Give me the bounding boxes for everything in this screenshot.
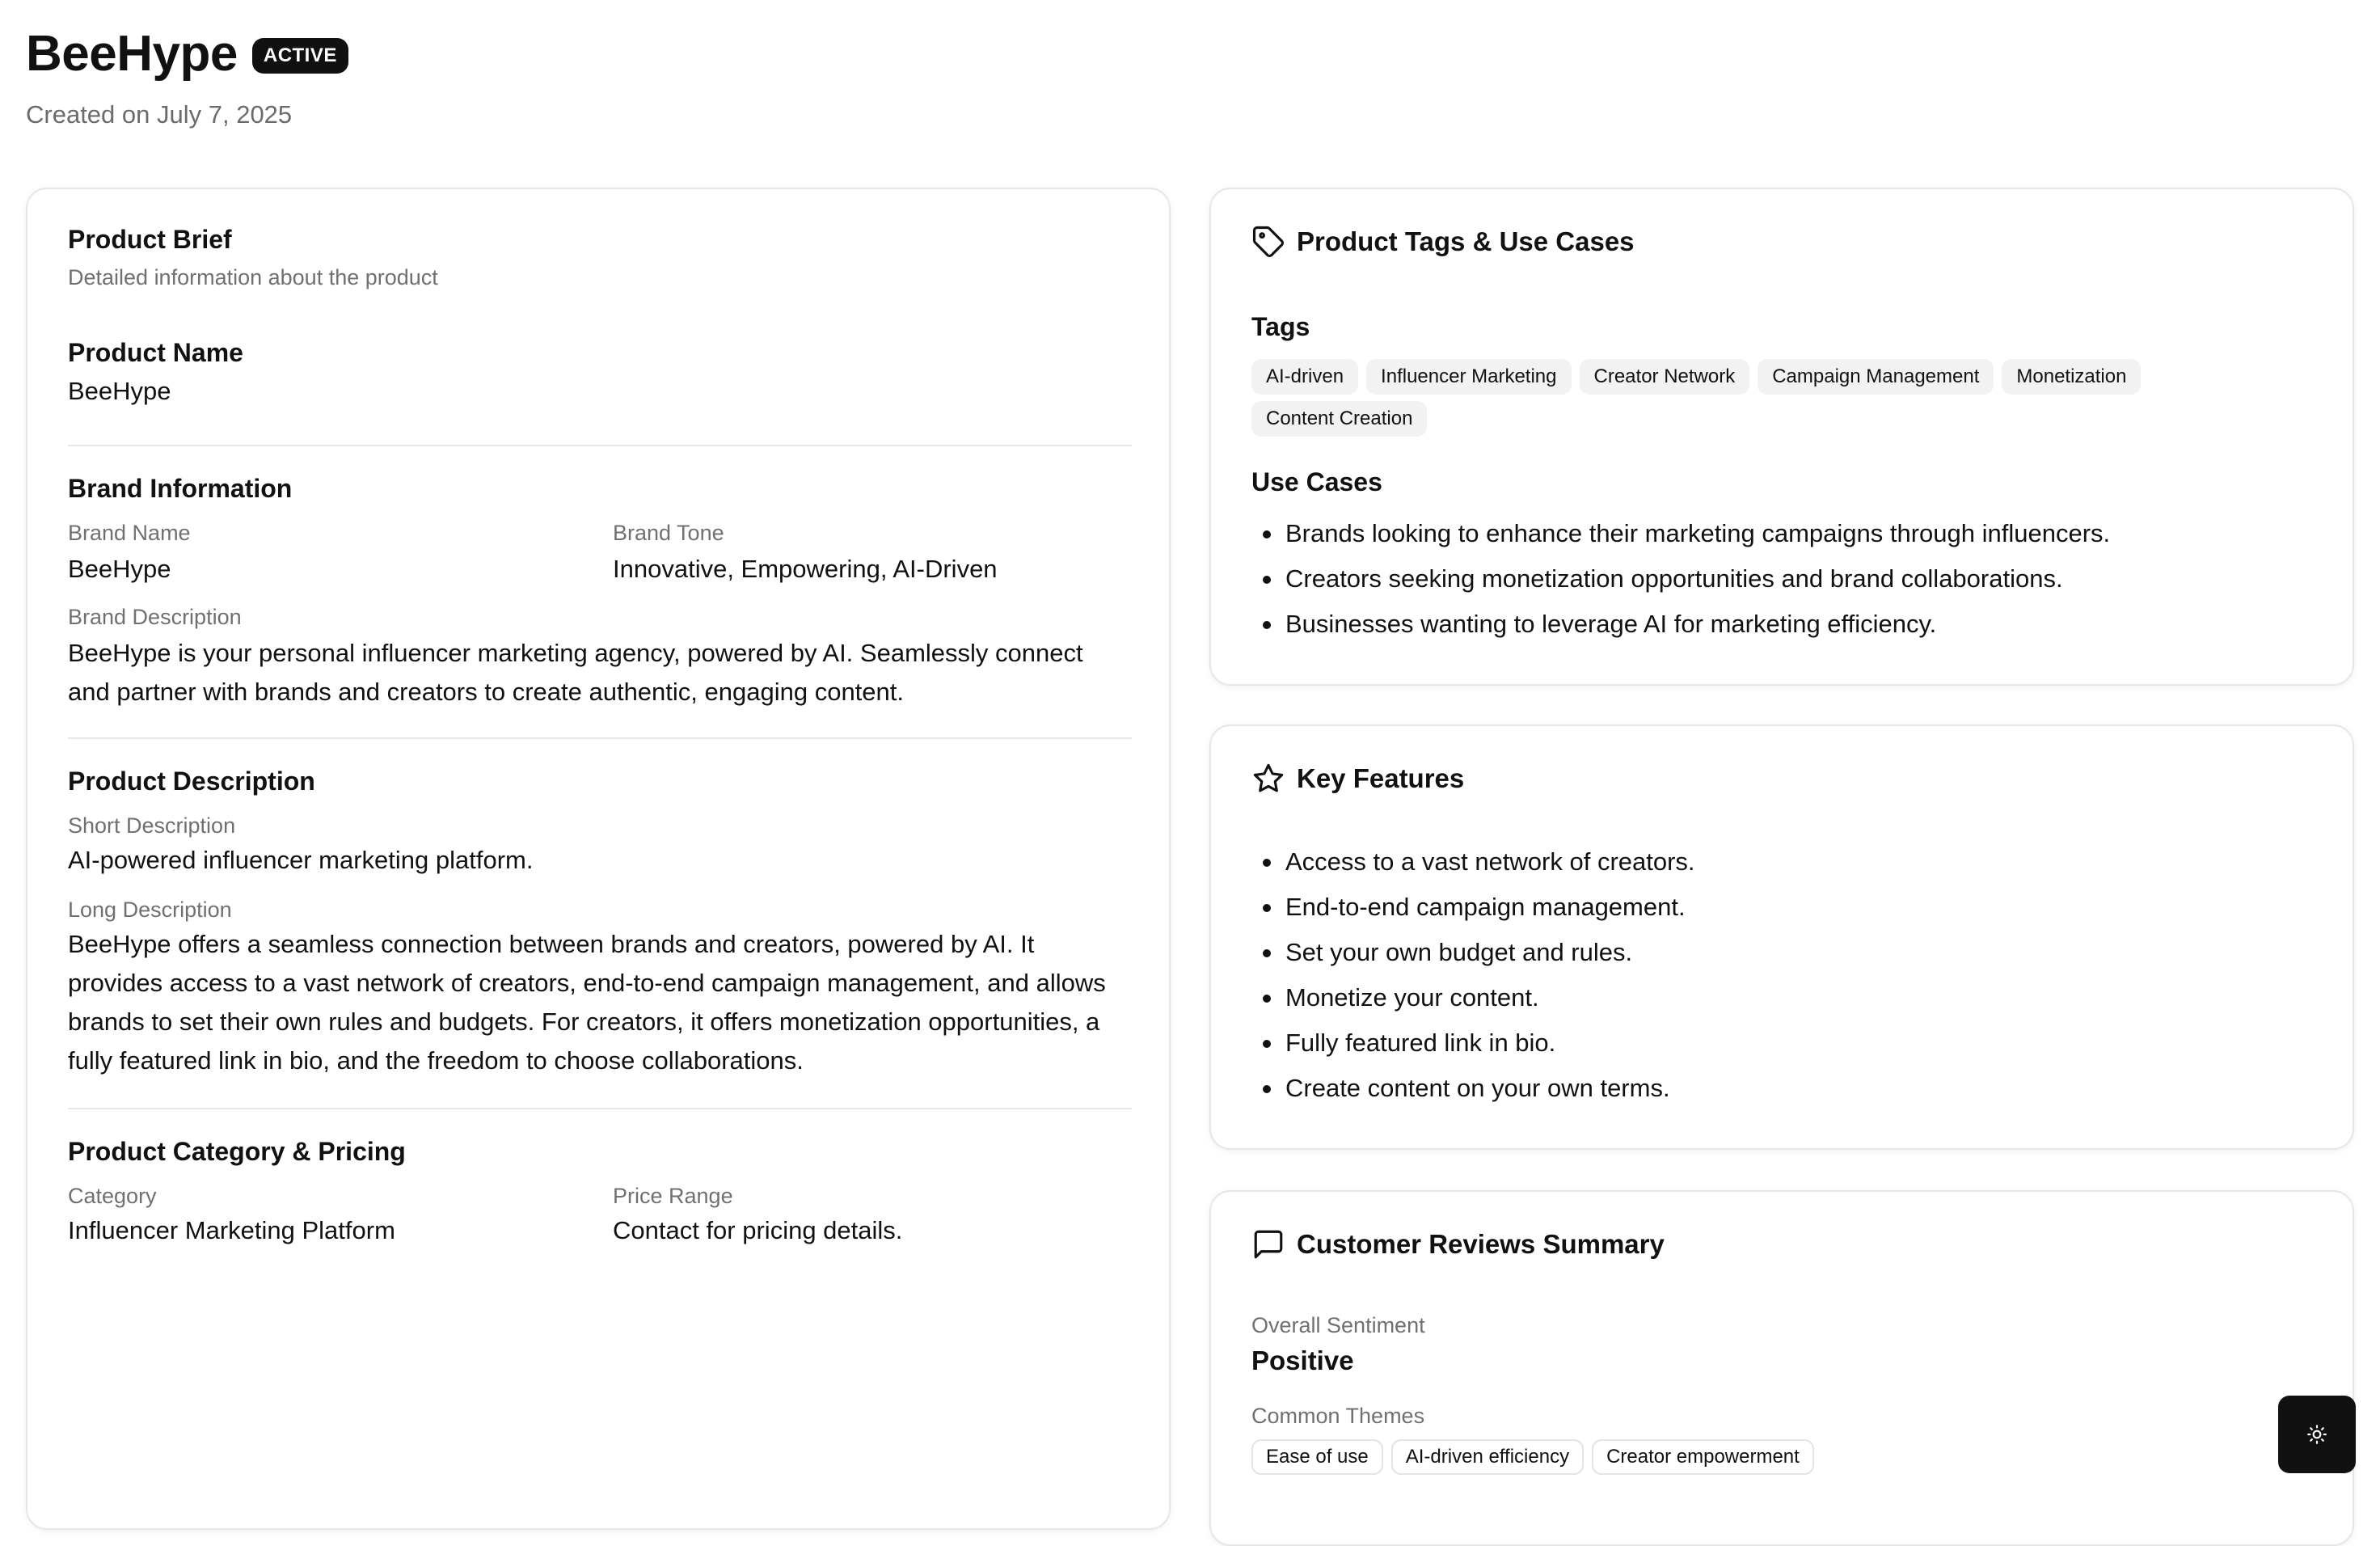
created-date: Created on July 7, 2025 (26, 100, 293, 129)
star-icon (1251, 762, 1285, 796)
sun-icon (2306, 1424, 2327, 1445)
tag-chip: Influencer Marketing (1366, 359, 1571, 395)
feature-item: Fully featured link in bio. (1253, 1020, 1695, 1066)
price-range-value: Contact for pricing details. (613, 1216, 903, 1244)
feature-item: Access to a vast network of creators. (1253, 839, 1695, 885)
price-range-label: Price Range (613, 1184, 733, 1208)
message-icon (1251, 1227, 1285, 1261)
product-description-heading: Product Description (68, 767, 315, 796)
page-header (26, 24, 348, 84)
brand-info-heading: Brand Information (68, 474, 293, 503)
card-header (1251, 225, 1635, 259)
brand-tone-value: Innovative, Empowering, AI-Driven (613, 555, 998, 583)
sentiment-label: Overall Sentiment (1251, 1313, 1425, 1337)
tag-chip: Creator Network (1580, 359, 1750, 395)
feature-item: Monetize your content. (1253, 975, 1695, 1020)
use-case-item: Brands looking to enhance their marketing campaigns through influencers. (1253, 511, 2110, 556)
short-description-label: Short Description (68, 813, 236, 838)
theme-chip: Ease of use (1251, 1439, 1383, 1475)
page-title: BeeHype (26, 26, 238, 82)
feature-list (1253, 839, 1695, 1111)
themes-label: Common Themes (1251, 1404, 1425, 1428)
tag-chip: Campaign Management (1758, 359, 1994, 395)
divider (68, 445, 1132, 446)
use-cases-heading: Use Cases (1251, 467, 1382, 496)
tags-heading: Tags (1251, 312, 1310, 341)
sentiment-value: Positive (1251, 1345, 1354, 1375)
category-label: Category (68, 1184, 157, 1208)
tags-use-cases-card (1209, 188, 2354, 686)
category-value: Influencer Marketing Platform (68, 1216, 395, 1244)
status-badge: ACTIVE (252, 38, 348, 74)
key-features-card (1209, 724, 2354, 1150)
product-name-heading: Product Name (68, 338, 243, 367)
use-case-item: Businesses wanting to leverage AI for marketing efficiency. (1253, 602, 2110, 647)
card-title: Product Brief (68, 225, 232, 254)
tag-chip: AI-driven (1251, 359, 1358, 395)
category-pricing-heading: Product Category & Pricing (68, 1137, 406, 1166)
tag-chip: Content Creation (1251, 401, 1427, 437)
brand-description-label: Brand Description (68, 605, 242, 629)
card-title: Product Tags & Use Cases (1297, 226, 1635, 256)
tag-icon (1251, 225, 1285, 259)
brand-tone-label: Brand Tone (613, 521, 724, 545)
card-subtitle: Detailed information about the product (68, 265, 438, 289)
theme-toggle-button[interactable] (2278, 1396, 2356, 1473)
card-title: Key Features (1297, 763, 1465, 793)
use-case-list (1253, 511, 2110, 647)
brand-name-value: BeeHype (68, 555, 171, 583)
theme-chip: AI-driven efficiency (1391, 1439, 1584, 1475)
card-header (1251, 762, 1464, 796)
tag-list (1251, 359, 2254, 437)
theme-chip: Creator empowerment (1592, 1439, 1814, 1475)
tag-chip: Monetization (2002, 359, 2141, 395)
long-description-label: Long Description (68, 898, 232, 922)
long-description-value: BeeHype offers a seamless connection between brands and creators, powered by AI. It provides access to a vast network of creators, end-to-end campaign management, and allows brands to set their own rules and budgets. For creators, it offers monetization opportunities, a fully featured link in bio, and the freedom to choose collaborations. (68, 930, 1106, 1075)
feature-item: Create content on your own terms. (1253, 1066, 1695, 1111)
customer-reviews-card (1209, 1190, 2354, 1546)
divider (68, 737, 1132, 739)
theme-list (1251, 1439, 2254, 1475)
product-brief-card (26, 188, 1171, 1530)
divider (68, 1108, 1132, 1109)
brand-description-value: BeeHype is your personal influencer marketing agency, powered by AI. Seamlessly connect and partner with brands and creators to create authentic, engaging content. (68, 639, 1083, 706)
use-case-item: Creators seeking monetization opportunities and brand collaborations. (1253, 556, 2110, 602)
card-header (1251, 1227, 1665, 1261)
brand-name-label: Brand Name (68, 521, 191, 545)
short-description-value: AI-powered influencer marketing platform. (68, 846, 534, 874)
product-name-value: BeeHype (68, 377, 171, 405)
card-title: Customer Reviews Summary (1297, 1229, 1665, 1259)
feature-item: Set your own budget and rules. (1253, 930, 1695, 975)
feature-item: End-to-end campaign management. (1253, 885, 1695, 930)
